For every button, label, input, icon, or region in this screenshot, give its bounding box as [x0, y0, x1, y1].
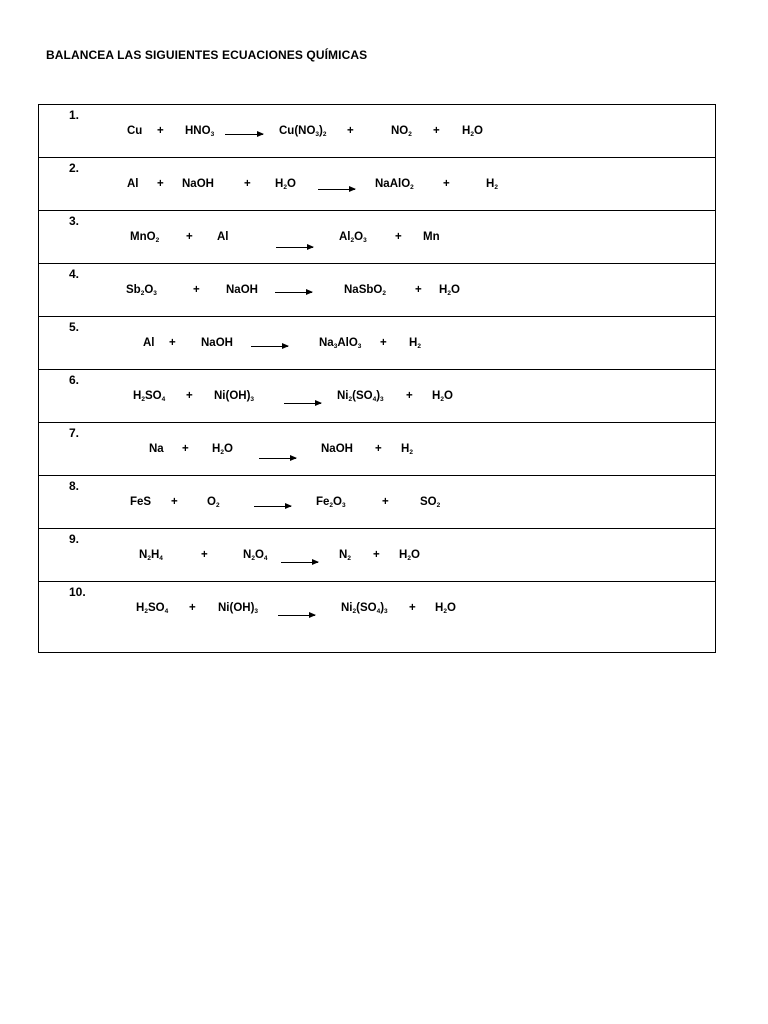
plus-sign: +: [380, 337, 387, 349]
chemical-formula: Cu: [127, 125, 143, 137]
equation-number: 2.: [69, 161, 80, 175]
plus-sign: +: [169, 337, 176, 349]
chemical-formula: Al: [143, 337, 155, 349]
reaction-arrow-icon: [284, 403, 321, 404]
chemical-formula: $Ni(OH)_3$: [214, 390, 255, 403]
plus-sign: +: [157, 125, 164, 137]
chemical-formula: $H_2SO_4$: [136, 602, 169, 615]
equation-number: 6.: [69, 373, 80, 387]
plus-sign: +: [182, 443, 189, 455]
equation-row: [39, 105, 715, 158]
plus-sign: +: [347, 125, 354, 137]
chemical-formula: $Sb_2O_3$: [126, 284, 157, 297]
plus-sign: +: [382, 496, 389, 508]
reaction-arrow-icon: [278, 615, 315, 616]
equation-row: [39, 582, 715, 652]
equation-row: [39, 370, 715, 423]
plus-sign: +: [415, 284, 422, 296]
plus-sign: +: [244, 178, 251, 190]
equation-number: 7.: [69, 426, 80, 440]
worksheet-title: BALANCEA LAS SIGUIENTES ECUACIONES QUÍMICAS: [46, 48, 368, 62]
chemical-formula: MnO$_2$: [130, 231, 160, 244]
chemical-formula: NaOH: [182, 178, 214, 190]
chemical-formula: $H_2O$: [435, 602, 456, 615]
equation-row: [39, 476, 715, 529]
chemical-formula: $O_2$: [207, 496, 220, 509]
plus-sign: +: [189, 602, 196, 614]
equation-number: 5.: [69, 320, 80, 334]
chemical-formula: $H_2O$: [462, 125, 483, 138]
plus-sign: +: [443, 178, 450, 190]
chemical-formula: $H_2O$: [432, 390, 453, 403]
plus-sign: +: [375, 443, 382, 455]
plus-sign: +: [193, 284, 200, 296]
chemical-formula: $N_2O_4$: [243, 549, 268, 562]
plus-sign: +: [433, 125, 440, 137]
equation-number: 9.: [69, 532, 80, 546]
chemical-formula: $Ni_2(SO_4)_3$: [337, 390, 384, 403]
chemical-formula: NaOH: [321, 443, 353, 455]
reaction-arrow-icon: [251, 346, 288, 347]
plus-sign: +: [395, 231, 402, 243]
equation-number: 10.: [69, 585, 86, 599]
chemical-formula: $Na_3AlO_3$: [319, 337, 362, 350]
plus-sign: +: [186, 231, 193, 243]
reaction-arrow-icon: [225, 134, 263, 135]
chemical-formula: $Ni(OH)_3$: [218, 602, 259, 615]
chemical-formula: $H_2$: [401, 443, 413, 456]
chemical-formula: FeS: [130, 496, 152, 508]
chemical-formula: $H_2O$: [439, 284, 460, 297]
plus-sign: +: [406, 390, 413, 402]
chemical-formula: $H_2$: [486, 178, 498, 191]
chemical-formula: $N_2$: [339, 549, 351, 562]
chemical-formula: NaAlO$_2$: [375, 178, 414, 191]
chemical-formula: Al: [217, 231, 229, 243]
chemical-formula: $N_2H_4$: [139, 549, 163, 562]
reaction-arrow-icon: [254, 506, 291, 507]
equation-number: 1.: [69, 108, 80, 122]
equation-row: [39, 423, 715, 476]
equation-row: [39, 317, 715, 370]
equation-row: [39, 158, 715, 211]
chemical-formula: $H_2O$: [275, 178, 296, 191]
reaction-arrow-icon: [318, 189, 355, 190]
chemical-formula: Mn: [423, 231, 440, 243]
chemical-formula: $H_2O$: [212, 443, 233, 456]
equation-number: 4.: [69, 267, 80, 281]
reaction-arrow-icon: [276, 247, 313, 248]
equation-row: [39, 529, 715, 582]
plus-sign: +: [409, 602, 416, 614]
reaction-arrow-icon: [259, 458, 296, 459]
plus-sign: +: [373, 549, 380, 561]
chemical-formula: $H_2O$: [399, 549, 420, 562]
chemical-formula: Al: [127, 178, 139, 190]
chemical-formula: NaOH: [226, 284, 258, 296]
equation-number: 3.: [69, 214, 80, 228]
chemical-formula: $H_2$: [409, 337, 421, 350]
reaction-arrow-icon: [275, 292, 312, 293]
chemical-formula: $Al_2O_3$: [339, 231, 367, 244]
equation-number: 8.: [69, 479, 80, 493]
chemical-formula: $SO_2$: [420, 496, 441, 509]
plus-sign: +: [201, 549, 208, 561]
chemical-formula: NaOH: [201, 337, 233, 349]
chemical-formula: $HNO_3$: [185, 125, 215, 138]
chemical-formula: $Fe_2O_3$: [316, 496, 346, 509]
chemical-formula: $H_2SO_4$: [133, 390, 166, 403]
reaction-arrow-icon: [281, 562, 318, 563]
plus-sign: +: [171, 496, 178, 508]
equations-table: [38, 104, 716, 653]
equation-row: [39, 264, 715, 317]
plus-sign: +: [157, 178, 164, 190]
equation-row: [39, 211, 715, 264]
plus-sign: +: [186, 390, 193, 402]
chemical-formula: Na: [149, 443, 164, 455]
chemical-formula: $Cu(NO_3)_2$: [279, 125, 327, 138]
chemical-formula: NaSbO$_2$: [344, 284, 386, 297]
chemical-formula: $Ni_2(SO_4)_3$: [341, 602, 388, 615]
chemical-formula: $NO_2$: [391, 125, 412, 138]
